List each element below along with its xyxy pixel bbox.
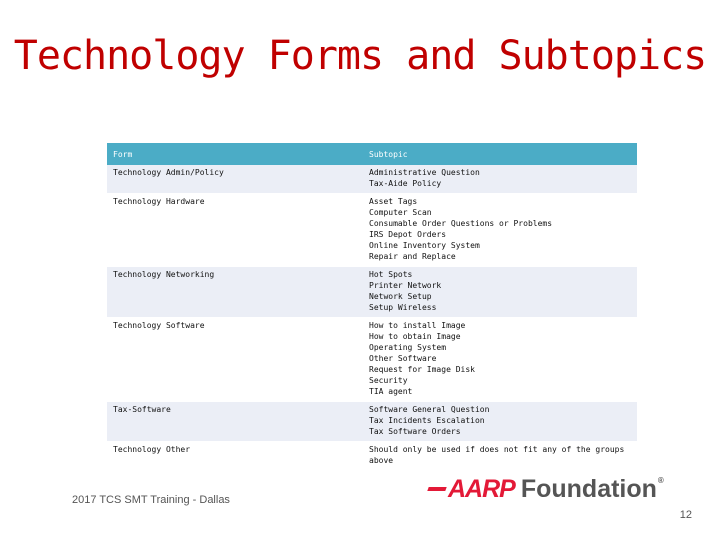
subtopic-cell bbox=[363, 165, 637, 194]
swoosh-icon bbox=[427, 487, 446, 491]
aarp-foundation-logo bbox=[428, 474, 664, 504]
table-row bbox=[107, 318, 637, 402]
subtopic-item: Request for Image Disk bbox=[369, 365, 475, 374]
subtopic-cell bbox=[363, 318, 637, 402]
subtopic-item: Tax Software Orders bbox=[369, 427, 461, 436]
slide-title: Technology Forms and Subtopics bbox=[13, 33, 707, 79]
table-row bbox=[107, 402, 637, 442]
subtopic-item: Asset Tags bbox=[369, 197, 418, 206]
forms-table bbox=[107, 143, 637, 471]
header-form: Form bbox=[107, 143, 363, 165]
form-cell: Technology Admin/Policy bbox=[107, 165, 363, 194]
subtopic-item: Printer Network bbox=[369, 281, 442, 290]
subtopic-cell bbox=[363, 267, 637, 318]
subtopic-item: Computer Scan bbox=[369, 208, 432, 217]
form-cell: Technology Hardware bbox=[107, 194, 363, 267]
form-cell: Tax-Software bbox=[107, 402, 363, 442]
subtopic-cell bbox=[363, 194, 637, 267]
subtopic-item: Online Inventory System bbox=[369, 241, 480, 250]
subtopic-cell bbox=[363, 402, 637, 442]
header-subtopic: Subtopic bbox=[363, 143, 637, 165]
registered-mark: ® bbox=[657, 476, 664, 485]
subtopic-cell bbox=[363, 442, 637, 471]
subtopic-item: Security bbox=[369, 376, 408, 385]
subtopic-item: Should only be used if does not fit any of the groups above bbox=[369, 445, 625, 465]
subtopic-item: TIA agent bbox=[369, 387, 413, 396]
subtopic-item: Repair and Replace bbox=[369, 252, 456, 261]
table-row bbox=[107, 267, 637, 318]
logo-name: Foundation bbox=[520, 474, 657, 503]
subtopic-item: Setup Wireless bbox=[369, 303, 437, 312]
subtopic-item: Other Software bbox=[369, 354, 437, 363]
page-number: 12 bbox=[679, 509, 692, 521]
subtopic-item: Tax-Aide Policy bbox=[369, 179, 442, 188]
subtopic-item: Administrative Question bbox=[369, 168, 480, 177]
table-row bbox=[107, 442, 637, 471]
subtopic-item: IRS Depot Orders bbox=[369, 230, 447, 239]
table-body bbox=[107, 165, 637, 471]
subtopic-item: How to obtain Image bbox=[369, 332, 461, 341]
subtopic-item: Operating System bbox=[369, 343, 447, 352]
subtopic-item: Tax Incidents Escalation bbox=[369, 416, 485, 425]
table-row bbox=[107, 165, 637, 194]
form-cell: Technology Software bbox=[107, 318, 363, 402]
form-cell: Technology Networking bbox=[107, 267, 363, 318]
table-header-row bbox=[107, 143, 637, 165]
table-row bbox=[107, 194, 637, 267]
subtopic-item: Network Setup bbox=[369, 292, 432, 301]
subtopic-item: How to install Image bbox=[369, 321, 466, 330]
form-cell: Technology Other bbox=[107, 442, 363, 471]
subtopic-item: Consumable Order Questions or Problems bbox=[369, 219, 553, 228]
logo-brand: AARP bbox=[448, 474, 515, 503]
footer-event: 2017 TCS SMT Training - Dallas bbox=[72, 494, 230, 506]
subtopic-item: Hot Spots bbox=[369, 270, 413, 279]
subtopic-item: Software General Question bbox=[369, 405, 490, 414]
forms-table-container bbox=[107, 143, 637, 471]
